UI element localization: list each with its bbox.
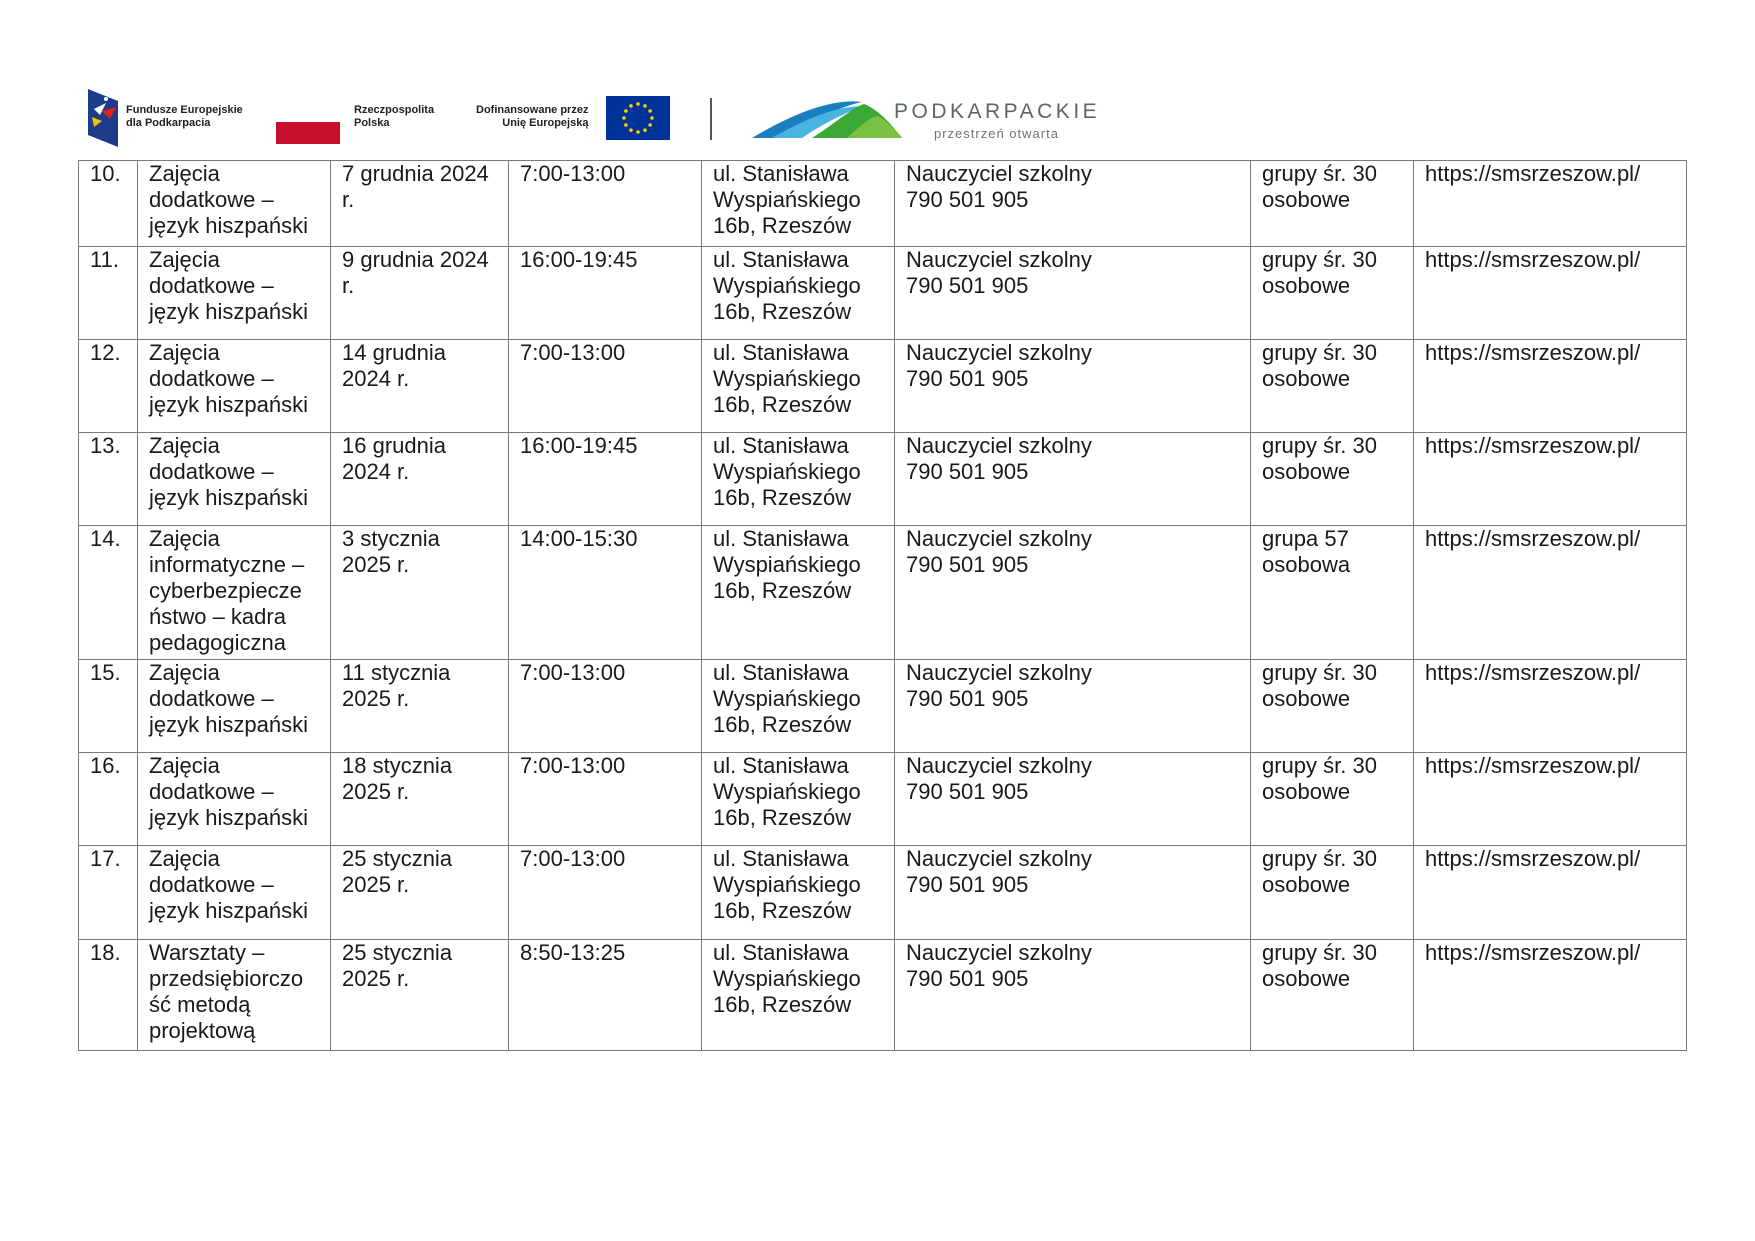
date-cell-line: 14 grudnia [342,340,446,365]
url-cell [1414,940,1687,1051]
row-number-cell-line: 17. [90,846,121,871]
row-number-cell-line: 10. [90,161,121,186]
address-cell-line: 16b, Rzeszów [713,992,852,1017]
activity-cell-line: język hiszpański [149,392,308,417]
activity-cell [138,660,331,753]
group-cell [1251,340,1414,433]
group-cell-line: grupy śr. 30 [1262,846,1377,871]
activity-cell-line: dodatkowe – [149,872,274,897]
address-cell [702,161,895,247]
address-cell-line: ul. Stanisława [713,340,849,365]
date-cell-line: 2024 r. [342,459,410,484]
group-cell [1251,161,1414,247]
url-cell [1414,846,1687,940]
date-cell-line: 2025 r. [342,872,410,897]
date-cell-line: 9 grudnia 2024 [342,247,489,272]
date-cell [331,753,509,846]
contact-cell [895,846,1251,940]
activity-cell-line: ść metodą [149,992,251,1017]
date-cell-line: 16 grudnia [342,433,446,458]
contact-cell-line: 790 501 905 [906,966,1029,991]
logo-separator [710,98,712,140]
url-cell [1414,753,1687,846]
activity-cell-line: język hiszpański [149,213,308,238]
group-cell-line: osobowa [1262,552,1351,577]
url-cell [1414,161,1687,247]
table-row [79,340,1687,433]
activity-cell-line: dodatkowe – [149,366,274,391]
activity-cell-line: przedsiębiorczo [149,966,304,991]
address-cell-line: Wyspiańskiego [713,966,861,991]
group-cell-line: grupy śr. 30 [1262,340,1377,365]
date-cell-line: 11 stycznia [342,660,451,685]
contact-cell-line: 790 501 905 [906,366,1029,391]
contact-cell-line: Nauczyciel szkolny [906,940,1092,965]
activity-cell-line: język hiszpański [149,712,308,737]
time-cell-line: 7:00-13:00 [520,660,626,685]
group-cell [1251,940,1414,1051]
group-cell-line: grupy śr. 30 [1262,940,1377,965]
contact-cell-line: Nauczyciel szkolny [906,161,1092,186]
group-cell [1251,753,1414,846]
row-number-cell-line: 16. [90,753,121,778]
date-cell-line: 2025 r. [342,966,410,991]
group-cell-line: osobowe [1262,273,1351,298]
contact-cell-line: 790 501 905 [906,686,1029,711]
date-cell-line: 25 stycznia [342,940,453,965]
group-cell-line: grupy śr. 30 [1262,161,1377,186]
activity-cell [138,753,331,846]
address-cell [702,433,895,526]
contact-cell [895,340,1251,433]
date-cell-line: 2025 r. [342,552,410,577]
contact-cell [895,433,1251,526]
row-number-cell-line: 12. [90,340,121,365]
logo-bar [88,86,1128,148]
activity-cell [138,940,331,1051]
group-cell-line: osobowe [1262,459,1351,484]
activity-cell-line: projektową [149,1018,256,1043]
time-cell-line: 16:00-19:45 [520,433,638,458]
address-cell [702,526,895,660]
date-cell [331,161,509,247]
address-cell-line: Wyspiańskiego [713,552,861,577]
activity-cell-line: Warsztaty – [149,940,265,965]
date-cell-line: 2025 r. [342,779,410,804]
activity-cell-line: dodatkowe – [149,187,274,212]
url-cell [1414,433,1687,526]
row-number-cell-line: 13. [90,433,121,458]
address-cell [702,846,895,940]
group-cell-line: osobowe [1262,779,1351,804]
date-cell [331,660,509,753]
url-cell-line[interactable]: https://smsrzeszow.pl/ [1425,247,1641,272]
address-cell-line: 16b, Rzeszów [713,805,852,830]
contact-cell-line: Nauczyciel szkolny [906,660,1092,685]
activity-cell-line: Zajęcia [149,753,220,778]
fundusze-europejskie-logo-icon [88,89,118,147]
rzeczpospolita-text: Rzeczpospolita Polska [354,104,435,129]
activity-cell-line: Zajęcia [149,340,220,365]
polish-flag-icon [276,100,340,144]
address-cell-line: ul. Stanisława [713,753,849,778]
group-cell-line: osobowe [1262,966,1351,991]
time-cell [509,526,702,660]
contact-cell [895,247,1251,340]
address-cell [702,340,895,433]
contact-cell-line: Nauczyciel szkolny [906,753,1092,778]
address-cell-line: ul. Stanisława [713,846,849,871]
table-row [79,940,1687,1051]
url-cell-line[interactable]: https://smsrzeszow.pl/ [1425,526,1641,551]
group-cell-line: grupy śr. 30 [1262,247,1377,272]
contact-cell [895,526,1251,660]
address-cell-line: ul. Stanisława [713,161,849,186]
time-cell [509,433,702,526]
contact-cell-line: Nauczyciel szkolny [906,340,1092,365]
activity-cell [138,846,331,940]
url-cell-line[interactable]: https://smsrzeszow.pl/ [1425,660,1641,685]
url-cell [1414,526,1687,660]
url-cell [1414,340,1687,433]
contact-cell-line: 790 501 905 [906,273,1029,298]
date-cell-line: r. [342,273,355,298]
contact-cell [895,940,1251,1051]
contact-cell-line: 790 501 905 [906,779,1029,804]
activity-cell-line: język hiszpański [149,485,308,510]
group-cell [1251,660,1414,753]
podkarpackie-hills-icon [752,94,902,140]
activity-cell-line: pedagogiczna [149,630,287,655]
row-number-cell-line: 14. [90,526,121,551]
activity-cell [138,247,331,340]
date-cell-line: 2024 r. [342,366,410,391]
url-cell-line[interactable]: https://smsrzeszow.pl/ [1425,340,1641,365]
url-cell-line[interactable]: https://smsrzeszow.pl/ [1425,433,1641,458]
group-cell-line: grupa 57 [1262,526,1349,551]
address-cell-line: Wyspiańskiego [713,459,861,484]
address-cell-line: Wyspiańskiego [713,686,861,711]
group-cell-line: grupy śr. 30 [1262,753,1377,778]
contact-cell-line: Nauczyciel szkolny [906,433,1092,458]
contact-cell [895,753,1251,846]
row-number-cell [79,660,138,753]
contact-cell-line: 790 501 905 [906,187,1029,212]
podkarpackie-subtitle: przestrzeń otwarta [934,126,1059,141]
date-cell [331,940,509,1051]
group-cell-line: grupy śr. 30 [1262,660,1377,685]
activity-cell-line: informatyczne – [149,552,305,577]
date-cell [331,340,509,433]
contact-cell [895,660,1251,753]
contact-cell [895,161,1251,247]
time-cell-line: 7:00-13:00 [520,161,626,186]
time-cell-line: 7:00-13:00 [520,340,626,365]
activity-cell [138,433,331,526]
table-row [79,247,1687,340]
row-number-cell-line: 11. [90,247,119,272]
eu-cofinanced-text: Dofinansowane przez Unię Europejską [476,104,589,129]
address-cell-line: ul. Stanisława [713,660,849,685]
address-cell-line: ul. Stanisława [713,526,849,551]
address-cell-line: 16b, Rzeszów [713,898,852,923]
row-number-cell [79,526,138,660]
time-cell-line: 14:00-15:30 [520,526,638,551]
table-row [79,433,1687,526]
address-cell-line: 16b, Rzeszów [713,213,852,238]
address-cell-line: 16b, Rzeszów [713,578,852,603]
row-number-cell [79,161,138,247]
activity-cell-line: język hiszpański [149,898,308,923]
address-cell-line: Wyspiańskiego [713,187,861,212]
row-number-cell-line: 15. [90,660,121,685]
eu-flag-icon [606,96,670,140]
row-number-cell [79,340,138,433]
date-cell-line: 3 stycznia [342,526,440,551]
address-cell-line: ul. Stanisława [713,940,849,965]
group-cell-line: osobowe [1262,872,1351,897]
date-cell-line: r. [342,187,355,212]
url-cell [1414,660,1687,753]
address-cell [702,940,895,1051]
address-cell-line: 16b, Rzeszów [713,485,852,510]
url-cell-line[interactable]: https://smsrzeszow.pl/ [1425,846,1641,871]
activity-cell-line: Zajęcia [149,247,220,272]
time-cell [509,846,702,940]
activity-cell-line: język hiszpański [149,299,308,324]
contact-cell-line: Nauczyciel szkolny [906,846,1092,871]
address-cell-line: 16b, Rzeszów [713,712,852,737]
url-cell [1414,247,1687,340]
url-cell-line[interactable]: https://smsrzeszow.pl/ [1425,753,1641,778]
group-cell [1251,846,1414,940]
contact-cell-line: 790 501 905 [906,459,1029,484]
activity-cell-line: dodatkowe – [149,779,274,804]
time-cell-line: 7:00-13:00 [520,753,626,778]
group-cell-line: osobowe [1262,366,1351,391]
group-cell-line: osobowe [1262,187,1351,212]
time-cell [509,161,702,247]
podkarpackie-title: PODKARPACKIE [894,100,1101,123]
time-cell [509,753,702,846]
row-number-cell-line: 18. [90,940,121,965]
address-cell [702,753,895,846]
group-cell-line: grupy śr. 30 [1262,433,1377,458]
activity-cell-line: Zajęcia [149,526,220,551]
activity-cell-line: dodatkowe – [149,273,274,298]
address-cell-line: ul. Stanisława [713,433,849,458]
row-number-cell [79,753,138,846]
address-cell-line: ul. Stanisława [713,247,849,272]
group-cell [1251,526,1414,660]
time-cell-line: 16:00-19:45 [520,247,638,272]
time-cell [509,940,702,1051]
group-cell [1251,433,1414,526]
row-number-cell [79,247,138,340]
table-row [79,660,1687,753]
contact-cell-line: 790 501 905 [906,552,1029,577]
address-cell [702,660,895,753]
group-cell [1251,247,1414,340]
row-number-cell [79,433,138,526]
time-cell [509,660,702,753]
address-cell [702,247,895,340]
row-number-cell [79,846,138,940]
time-cell [509,340,702,433]
date-cell-line: 2025 r. [342,686,410,711]
group-cell-line: osobowe [1262,686,1351,711]
activity-cell [138,340,331,433]
date-cell [331,247,509,340]
activity-cell-line: dodatkowe – [149,686,274,711]
address-cell-line: 16b, Rzeszów [713,392,852,417]
date-cell [331,526,509,660]
activity-cell-line: Zajęcia [149,660,220,685]
address-cell-line: Wyspiańskiego [713,872,861,897]
address-cell-line: Wyspiańskiego [713,779,861,804]
activity-cell-line: dodatkowe – [149,459,274,484]
time-cell-line: 8:50-13:25 [520,940,626,965]
date-cell-line: 25 stycznia [342,846,453,871]
contact-cell-line: 790 501 905 [906,872,1029,897]
table-row [79,753,1687,846]
activity-cell-line: Zajęcia [149,161,220,186]
date-cell-line: 7 grudnia 2024 [342,161,489,186]
activity-cell-line: ństwo – kadra [149,604,286,629]
date-cell-line: 18 stycznia [342,753,453,778]
activity-cell-line: Zajęcia [149,846,220,871]
url-cell-line[interactable]: https://smsrzeszow.pl/ [1425,940,1641,965]
address-cell-line: Wyspiańskiego [713,273,861,298]
table-row [79,846,1687,940]
address-cell-line: 16b, Rzeszów [713,299,852,324]
schedule-table [78,160,1687,1051]
contact-cell-line: Nauczyciel szkolny [906,526,1092,551]
schedule-table-body [79,161,1687,1051]
time-cell-line: 7:00-13:00 [520,846,626,871]
date-cell [331,846,509,940]
table-row [79,161,1687,247]
contact-cell-line: Nauczyciel szkolny [906,247,1092,272]
activity-cell [138,161,331,247]
table-row [79,526,1687,660]
date-cell [331,433,509,526]
fundusze-europejskie-text: Fundusze Europejskie dla Podkarpacia [126,104,243,129]
activity-cell-line: Zajęcia [149,433,220,458]
activity-cell-line: cyberbezpiecze [149,578,302,603]
time-cell [509,247,702,340]
activity-cell-line: język hiszpański [149,805,308,830]
address-cell-line: Wyspiańskiego [713,366,861,391]
row-number-cell [79,940,138,1051]
activity-cell [138,526,331,660]
url-cell-line[interactable]: https://smsrzeszow.pl/ [1425,161,1641,186]
